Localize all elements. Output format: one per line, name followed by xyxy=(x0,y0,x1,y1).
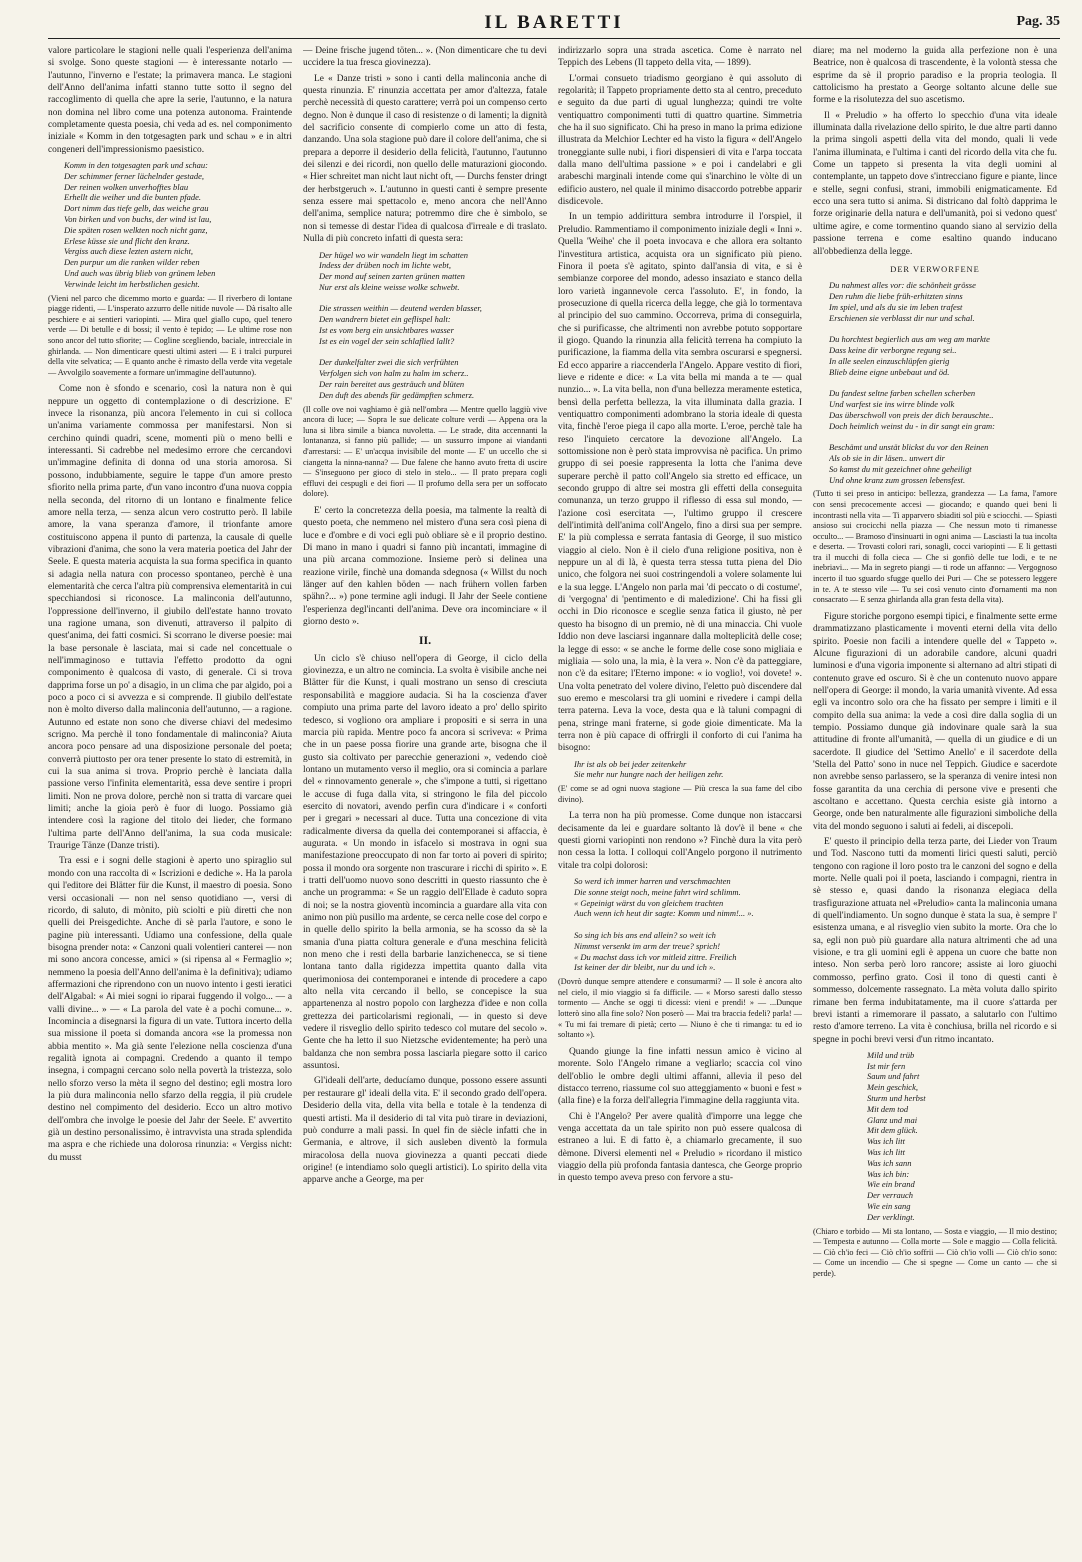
poem-line: Der schimmer ferner lächelnder gestade, xyxy=(64,170,204,181)
newspaper-title: IL BARETTI xyxy=(484,12,624,33)
article-columns xyxy=(48,39,1060,1560)
poem-line: Verwinde leicht im herbstlichen gesicht. xyxy=(64,278,200,289)
poem-line: So sing ich bis ans end allein? so weit ich xyxy=(574,930,716,941)
paragraph: diare; ma nel moderno la guida alla perfezione non è una Beatrice, non è qualcosa di trascendente, è la volontà stessa che esprime da sè il proprio paradiso e la propria teologia. Il cattolicismo ha prestato a George soltanto alcune delle sue forme e la risolutezza del suo ascetismo. xyxy=(813,46,1057,106)
poem-line: Den ruhm die liebe früh-erhitzten sinns xyxy=(829,290,963,301)
poem-line: Glanz und mai xyxy=(867,1114,918,1125)
poem-title: DER VERWORFENE xyxy=(890,264,980,274)
poem-line xyxy=(829,431,1057,442)
poem-line xyxy=(319,347,547,358)
poem-line: Der verklingt. xyxy=(867,1211,915,1222)
poem-line: Ist keiner der dir bleibt, nur du und ich ». xyxy=(574,962,716,973)
column-3 xyxy=(558,45,802,1560)
poem-line: Du nahmest alles vor: die schönheit grösse xyxy=(829,280,976,291)
poem-line: Erhellt die weiher und die bunten pfade. xyxy=(64,192,202,203)
poem-line: Und auch was übrig blieb von grünem leben xyxy=(64,268,216,279)
poem-line: Wie ein brand xyxy=(867,1179,915,1190)
poem-line: Den duft des abends für gedämpften schmerz. xyxy=(319,389,475,400)
poem-line: Sie mehr nur hungre nach der heiligen zehr. xyxy=(574,769,724,780)
column-1 xyxy=(48,45,292,1560)
paragraph: Chi è l'Angelo? Per avere qualità d'imporre una legge che venga accettata da un tale spirito non può essere qualcosa di estraneo a lui. E di fatto è, a chiamarlo grecamente, il suo dèmone. Diversi elementi nel « Preludio » ricordano il mistico viaggio della più profonda fantasia dantesca, che George proprio in questo tempo aveva preso con fervore a stu- xyxy=(558,1111,802,1184)
masthead xyxy=(48,8,1060,39)
poem-translation: (Tutto ti sei preso in anticipo: bellezza, grandezza — La fama, l'amore con sensi precocemente accesi — giocando; e quando quei beni li incontrasti nella vita — Ti apparvero sbiaditi sol più e sciocchi. — Spiasti ansioso sui crocicchi nella piazza — Che nessun moto ti rimanesse occulto... — Bramoso d'insinuarti in ogni anima — Lasciasti la tua incolta e deserta. — Trovasti colori rari, sonagli, cocci variopinti — E li gettasti tra il mucchi di folla cieca — Che si gonfiò delle tue lodi, e te ne inebriavi... — Ma in segreto piangi — ti rode un affanno: — Vergognoso incerto il tuo sguardo sfugge quello dei Puri — Che se potessero leggere in te. A te stesso vile — Tu sei così venuto cinto d'ornamenti ma non consacrato — E senza ghirlanda alla gran festa della vita). xyxy=(813,489,1057,605)
poem-line: Der dunkelfalter zwei die sich verfrühten xyxy=(319,357,459,368)
poem-line: Der rain bereitet aus gesträuch und blüten xyxy=(319,379,465,390)
poem-line: Mit dem tod xyxy=(867,1103,909,1114)
poem-line: Und ohne kranz zum grossen lebensfest. xyxy=(829,474,966,485)
poem-line: Ist es ein vogel der sein schlaflied lallt? xyxy=(319,335,455,346)
poem-line: Den purpur um die ranken wilder reben xyxy=(64,257,200,268)
paragraph: indirizzarlo sopra una strada ascetica. Come è narrato nel Teppich des Lebens (Il tappeto della vita, — 1899). xyxy=(558,46,802,69)
poem-translation: (Vieni nel parco che dicemmo morto e guarda: — Il riverbero di lontane piagge ridenti, — L'insperato azzurro delle nitide nuvole — Dà risalto alle peschiere e ai sentieri variopinti. — Mira quel giallo cupo, quel tenero verde — Di betulle e di bossi; il vento è tepido; — Le ultime rose non sono ancor del tutto sfiorite; — Cogline scegliendo, baciale, intrecciale in ghirlanda. — Non dimenticare questi ultimi asteri — E i tralci purpurei della vite selvatica; — E quanto anche è rimasto della verde vita vegetale — Avvolgilo soavemente a formare un'immagine dell'autunno). xyxy=(48,293,292,377)
poem-der-huegel xyxy=(319,250,547,401)
poem-line: Der mond auf seinen zarten grünen matten xyxy=(319,271,465,282)
poem-line: Was ich litt xyxy=(867,1147,905,1158)
poem-line: Komm in den totgesagten park und schau: xyxy=(64,160,209,171)
poem-harren xyxy=(574,876,802,973)
poem-line: Was ich bin: xyxy=(867,1168,910,1179)
paragraph: L'ormai consueto triadismo georgiano è qui assoluto di regolarità; il Tappeto propriamente detto sta al centro, preceduto e seguito da due parti di ugual lunghezza; quindi tre volte ventiquattro componimenti tutti di quattro quartine. Simmetria che ha il suo significato. Chi ha preso in mano la prima edizione illustrata da Melchior Lechter ed ha visto la figura « dell'Angelo troneggiante sulle nubi, i fiori dispensieri di vita e l'arpa toccata dalla mano dell'ultima passione » e poi i candelabri e gli arabeschi marginali intende come qui s'inarchino le vòlte di un edificio austero, nel quale il minimo disaccordo potrebbe apparir disdicevole. xyxy=(558,73,802,208)
poem-line: « Gepeinigt wärst du von gleichem trachten xyxy=(574,897,724,908)
paragraph: Il « Preludio » ha offerto lo specchio d'una vita ideale illuminata dalla rivelazione dello spirito, le due altre parti danno la prima singoli aspetti della vita del mondo, quali li vede l'anima illuminata, e l'ultima i canti del ricordo della vita che fu. Come un tappeto si presenta la vita degli uomini al contemplante, un tappeto dove s'intrecciano figure e piante, lince e stelle, segni confusi, strani, immobili enigmaticamente. Ed ecco una sera tutto si anima. Si districano dal foltò dapprima le forze originarie della natura e dell'umanità, poi si vedono quest' ultime agire, e come tormentino quando siano al servizio della passione terrena e come esaltino quando inducano all'obbedienza della legge. xyxy=(813,110,1057,257)
poem-line: So werd ich immer harren und verschmachten xyxy=(574,876,731,887)
paragraph: Gl'ideali dell'arte, deducíamo dunque, possono essere assunti per restaurare gl' ideali della vita. E' il secondo grado dell'opera. Desiderio della vita, della vita bella e totale è la tendenza di questi artisti. Ma il desiderio di tal vita può tirare in deviazioni, può condurre a mali passi. In quel fin de siècle infatti che in Germania, e altrove, il sich ausleben diventò la formula miracolosa della nuova giovinezza a quanti peccati diede origine! (e intendiamo solo quegli artistici). Lo spirito della vita apparve anche a George, ma per xyxy=(303,1076,547,1186)
poem-line: Du horchtest begierlich aus am weg am markte xyxy=(829,334,990,345)
paragraph: La terra non ha più promesse. Come dunque non istaccarsi decisamente da lei e guardare soltanto là dov'è il bene « che questi giorni variopinti non rendono »? Finchè dura la vita però non cessa la lotta. I colloqui coll'Angelo porgono il nutrimento vitale tra colpi dolorosi: xyxy=(558,811,802,871)
poem-translation: (Dovrò dunque sempre attendere e consumarmi? — Il sole è ancora alto nel cielo, il mio viaggio si fa difficile. — « Morso saresti dallo stesso tormento — Anche se oggi ti dicessi: vieni e prendi! » — ...Dunque lotterò sino alla fine solo? Non poserò — Mai tra braccia fedeli? parla! — « Tu mi fai tremare di pietà; certo — Niuno è che ti rimanga: tu ed io soltanto »). xyxy=(558,977,802,1040)
poem-line: Saum und fahrt xyxy=(867,1071,920,1082)
poem-komm-in-den-park xyxy=(64,160,292,290)
paragraph: Quando giunge la fine infatti nessun amico è vicino al morente. Solo l'Angelo rimane a vegliarlo; scaccia col vino dell'oblio le ombre degli ultimi affanni, allevia il peso del distacco terreno, riassume col suo atteggiamento « buoni e fest » (alla fine) e la forza dell'allegria l'immagine della raggiunta vita. xyxy=(558,1046,802,1107)
poem-line: Der reinen wolken unverhofftes blau xyxy=(64,181,189,192)
poem-line xyxy=(829,323,1057,334)
poem-line: Indess der drüben noch im lichte webt, xyxy=(319,260,451,271)
column-2 xyxy=(303,45,547,1560)
poem-line: Was ich litt xyxy=(867,1136,905,1147)
section-heading: II. xyxy=(418,633,432,648)
poem-line: Du fandest seltne farben schellen scherben xyxy=(829,388,976,399)
paragraph: — Deine frische jugend töten... ». (Non dimenticare che tu devi uccidere la tua fresca giovinezza). xyxy=(303,46,547,69)
poem-line: Ist mir fern xyxy=(867,1060,906,1071)
paragraph: E' certo la concretezza della poesia, ma talmente la realtà di questo poeta, che nemmeno nel mistero d'una sera così piena di luce e d'ombre e di voci egli può obliare sè e il proprio destino. Di mano in mano i quadri si fanno più incantati, immagine di una più arcana commozione. Insieme però si delinea una reazione virile, finchè una domanda sdegnosa (« Willst du noch länger auf den kahlen böden — nach frühern vollen farben spähn?... ») pone termine agli indugi. Il Jahr der Seele contiene l'esperienza degl'incanti dell'anima. Deve ora incominciare « il giorno desto ». xyxy=(303,506,547,628)
column-4 xyxy=(813,45,1057,1560)
paragraph: Le « Danze tristi » sono i canti della malinconia anche di questa rinunzia. E' rinunzia accettata per amor d'altezza, fatale perchè necessità di questo carattere; verrà poi un compenso certo degno. Non è dunque il caso di resistenze o di lamenti; la dignità del sacrificio consente di compierlo come un atto di festa, danzando. Una sola stagione può dare il colore dell'anima, che si prepara a deporre il desiderio della felicità, l'autunno, l'autunno dei silenzi e dei ricordi, non quello delle maturazioni giocondo. « Hier schreitet man nicht laut nicht oft, — Durchs fenster dringt der herbstgeruch ». L'autunno in questi canti è sempre presente senza essere mai spettacolo e, meno ancora che nell'Anno dell'anima, semplice natura; potremmo dire che è simbolo, se non si temesse di destar l'idea di qualcosa d'irreale e di traslato. Nulla di più concreto infatti di questa sera: xyxy=(303,73,547,245)
poem-line: Und warfest sie ins wirre blinde volk xyxy=(829,398,955,409)
poem-translation: (Chiaro e torbido — Mi sta lontano, — Sosta e viaggio, — Il mio destino; — Tempesta e autunno — Colla morte — Sole e maggio — Colla felicità. — Ciò ch'io feci — Ciò ch'io soffrii — Ciò ch'io volli — Ciò ch'io sono: — Come un incendio — Che si spegne — Come un canto — che si perde). xyxy=(813,1226,1057,1279)
poem-line: Erschienen sie verblasst dir nur und schal. xyxy=(829,312,975,323)
poem-line: « Du machst dass ich vor mitleid zittre. Freilich xyxy=(574,951,737,962)
poem-line: Was ich sann xyxy=(867,1157,912,1168)
poem-line: Wie ein sang xyxy=(867,1201,911,1212)
poem-line: Im spiel, und als du sie im leben trafest xyxy=(829,301,963,312)
poem-line: Als ob sie in dir läsen.. unwert dir xyxy=(829,452,945,463)
paragraph: In un tempio addirittura sembra introdurre il l'orspiel, il Preludio. Rammentiamo il componimento iniziale degli « Inni ». Quella 'Weihe' che il poeta invocava e che allora era soltanto l'investitura artistica, acquista ora un significato più pieno. Finora il poeta s'è agitato, spinto dall'ansia di vita, e si è sembianze corporee del mondo, adesso insaziato e stanco della loro varietà ingannevole cerca l'assoluto. E', in fondo, la prosecuzione di quella ricerca della legge, che già lo tormentava al principio del suo cammino. Occorreva, prima di conseguirla, che si purificasse, che altrimenti non avrebbe potuto sopportare il giogo. Quando la rinunzia alla felicità terrena ha compiuto la purificazione, la fiamma della vita sembra oscurarsi e spegnersi. Ed ecco apparire a riaccenderla l'Angelo. Appare vestito di fiori, lieve e ridente e dice: « La vita bella mi manda a te — qual nunzio... ». La vita bella, non d'una bellezza meramente estetica, bensì della perfetta bellezza, la vita illuminata dalla grazia. I ventiquattro componimenti adombrano la storia ideale di questa vita, finchè l'eroe piega il capo alla morte. L'eroe, perchè tale ha reso l'inquieto cercatore la devozione all'Angelo. La sottomissione non è però stata improvvisa nè pacifica. Un primo gruppo di sei poesie rappresenta la lotta che l'anima deve superare perchè il patto coll'Angelo sia stretto ed efficace, un secondo gruppo di altre sei mostra gli effetti della conseguita comunanza, un terzo gruppo il riflesso di essa sul mondo, — l'azione così esercitata —, l'ultimo gruppo il crescere dell'intimità dell'anima coll'Angelo, fino a dirsi sua per sempre. E' la più complessa e serrata fantasia di George, il suo mistico viaggio al cielo. Non è il cielo d'una religione positiva, non è neppure un al di là, è questa terra stessa tutta piena del Dio unico, che folgora nei suoi costringendoli a volere solamente lui e la sua legge. L'Angelo non parla mai 'di peccato o di costume', di 'vergogna' di 'pentimento e di maledizione'. Chi ha fissi gli occhi in Dio riconosce e sceglie senza fatica il giusto, nè per questo ha bisogno di un premio, nè di una minaccia. Chi vuole Iddio non deve lasciarsi ingannare dalla molteplicità delle cose; la legge di esso: « se anche le forme delle cose sono migliaia e migliaia — solo una, la mia, è la vera ». Non c'è da patteggiare, non c'è da esitare; l'Eterno impone: « io voglio!, voi dovete! ». Una volta penetrato del volere divino, l'eletto può discendere dal suo eremo e mescolarsi tra gli uomini e rivedere i campi della terra paterna. Leva la voce, desta qua e là taluni compagni di pena, stringe mani fraterne, si gode gioie dimenticate. Ma la terra non è più capace di offrirgli il conforto di cui l'anima ha bisogno: xyxy=(558,212,802,754)
poem-der-verworfene xyxy=(829,280,1057,485)
poem-line xyxy=(319,293,547,304)
paragraph: valore particolare le stagioni nelle quali l'esperienza dell'anima si svolge. Sono queste stagioni — è interessante notarlo — l'autunno, l'inverno e l'estate; la primavera manca. Le stagioni dell'Anno dell'anima infatti stanno tutte sotto il segno del raccoglimento di quella che apre la serie, l'autunno, e la natura non domina nel libro come una potenza autonoma. Fraintende completamente questa poesia, chi veda ad es. nel componimento iniziale « Komm in den totgesagten park und schau » e in altri congeneri dell'impressionismo paesistico. xyxy=(48,46,292,155)
poem-line: Das überschwoll von preis der dich berauschte.. xyxy=(829,409,994,420)
poem-line: Doch heimlich weinst du - in dir sangt ein gram: xyxy=(829,420,995,431)
poem-line: Dort nimm das tiefe gelb, das weiche grau xyxy=(64,203,209,214)
poem-line: Vergiss auch diese lezten astern nicht, xyxy=(64,246,194,257)
poem-line: Verfolgen sich von halm zu halm im scherz.. xyxy=(319,368,469,379)
poem-line: Auch wenn ich heut dir sagte: Komm und nimm!... ». xyxy=(574,908,754,919)
poem-line: Beschämt und unstät blickst du vor den Reinen xyxy=(829,442,989,453)
poem-line: Die sonne steigt noch, meine fahrt wird schlimm. xyxy=(574,886,741,897)
paragraph: E' questo il principio della terza parte, dei Lieder von Traum und Tod. Nascono tutti da momenti lirici questi saluti, perciò tengono con ragione il loro posto tra le canzoni del sogno e della morte. Nelle quali poi il poeta, lasciando i compagni, rientra in sè stesso e, quasi dando la risonanza elegiaca della trasfigurazione attuata nel «Preludio» canta la malinconia umana di quell'indiamento. Un sogno dunque è stata la sua, è sempre l' esistenza umana, e al risveglio vien subito la morte. Ora che lo sa, egli non può più guardare alla natura altrimenti che ad una visione, e tra gli uomini egli è appena un cuore che batte non inteso. Non serba però loro rancore; assiste ai loro giuochi commosso, perfino grato. Così il tono di questi canti è sommesso, dolcemente rassegnato. La mèta voluta dallo spirito rimane ben ferma indubitatamente, ma il cuore s'attarda per brevi istanti a rimemorare il passato, a salutarlo con l'ultimo resto d'amore terreno. La vita è conchiusa, brilla nel ricordo e si spegne in pochi brevi versi d'un ritmo incantato. xyxy=(813,837,1057,1045)
poem-translation: (E' come se ad ogni nuova stagione — Più cresca la sua fame del cibo divino). xyxy=(558,784,802,804)
poem-line: In alle seelen einzuschlüpfen gierig xyxy=(829,355,950,366)
poem-line: Mit dem glück. xyxy=(867,1125,918,1136)
poem-line: Mein geschick, xyxy=(867,1082,918,1093)
poem-line: Nur erst als kleine weisse wolke schwebt. xyxy=(319,281,460,292)
poem-line: Ihr ist als ob bei jeder zeitenkehr xyxy=(574,758,687,769)
poem-line: Die späten rosen welkten noch nicht ganz, xyxy=(64,224,208,235)
poem-line: Nimmst versenkt im arm der treue? sprich! xyxy=(574,940,721,951)
poem-line: Mild und trüb xyxy=(867,1049,915,1060)
poem-line: Der verrauch xyxy=(867,1190,914,1201)
poem-line: Dass keine dir verborgne regung sei.. xyxy=(829,344,957,355)
poem-line xyxy=(829,377,1057,388)
poem-line: Erlese küsse sie und flicht den kranz. xyxy=(64,235,190,246)
poem-translation: (Il colle ove noi vaghiamo è già nell'ombra — Mentre quello laggiù vive ancora di luce; — Sopra le sue delicate colture verdi — Appena ora la luna si libra simile a bianca nuvoletta. — Le strade, dita accennanti la lontananza, si fanno più pallide; — un sussurro impone ai viandanti d'arrestarsi: — E' un'acqua invisibile del monte — E' un uccello che si ciangetta la ninna-nanna? — Due falene che hanno avuto fretta di uscire — S'inseguono per gioco di stelo in stelo... — Il prato prepara cogli effluvi dei cespugli e dei fiori — Il profumo della sera per un soffocato dolore). xyxy=(303,404,547,499)
poem-line: Von birken und von buchs, der wind ist lau, xyxy=(64,214,212,225)
poem-mild-und-trueb xyxy=(867,1050,1057,1223)
poem-line: Sturm und herbst xyxy=(867,1093,926,1104)
poem-line: Den wandrern bietet ein geflispel halt: xyxy=(319,314,451,325)
poem-line: So kamst du mit gezeichnet ohne geheiligt xyxy=(829,463,972,474)
paragraph: Un ciclo s'è chiuso nell'opera di George, il ciclo della giovinezza, e un altro ne comincia. La svolta è visibile anche nei Blätter für die Kunst, i quali mostrano un senso di cresciuta responsabilità e maggiore audacia. Si ha la coscienza d'aver compiuto una prima parte del lavoro ideato a pro' dello spirito tedesco, si vogliono ora ampliare i propositi e si serra in una marcia più rapida. Mentre poco fa ancora si scriveva: « Prima che in un paese possa fiorire una grande arte, bisogna che il gusto sia coltivato per parecchie generazioni », vedendo cioè lontano un mutamento verso il meglio, ora si comincia a parlare del « rinnovamento generale », che s'impone a tutti, si rigettano le accuse di fuga dalla vita, si stringono le fila del piccolo esercito di novatori, avendo perfin cura d'indicare i « conforti per i gregari » necessari al duce. Tutta una concezione di vita radicalmente diversa da quella dei contemporanei si affaccia, è augurata. « Un mondo in isfacelo si mostrava in ogni sua manifestazione preoccupato di non far torto ai poveri di spirito; possa il mondo ora sorgente non trascurare i ricchi di spirito ». E i tratti dell'uomo nuovo sono descritti in questo riassunto che è anche un programma: « Se un raggio dell'Ellade è caduto sopra di noi; se la nostra gioventù incomincia a guardare alla vita con animo non più pusillo ma ardente, se cerca nelle cose del corpo e in quelle dello spirito la bella armonia, se ha scosso da sè la smania d'una piatta coltura generale e d'una meschina felicità non meno che i resti della barbarie lanzichenecca, se si tiene lontana tanto dalla rigidezza impettita quanto dalla vita querimoniosa dei contemporanei e intende di procedere a capo alto nella vita cercando il bello, se concepisce la sua appartenenza al nostro popolo con larghezza d'idee e non colla grettezza dei particolarismi regionali, — in questo si deve vedere il risveglio dello spirito tedesco col mutare del secolo ». Gente che ha letto il suo Nietzsche evidentemente; ha però una baldanza che non sembra possa lasciarla piegare sotto il carico assuntosi. xyxy=(303,653,547,1072)
poem-line: Ist es vom berg ein unsichtbares wasser xyxy=(319,325,454,336)
poem-line: Der hügel wo wir wandeln liegt im schatten xyxy=(319,249,468,260)
paragraph: Tra essi e i sogni delle stagioni è aperto uno spiraglio sul mondo con una raccolta di « Iscrizioni e dediche ». Ha la parola qui l'editore dei Blätter für die Kunst, il maestro di poesia. Sono versi occasionali — non nel senso quotidiano —, versi di ricordo, di saluto, di mònito, più sciolti e più diretti che non quelli dei Preisgedichte. Anche di sè parla l'autore, e sono le pagine più interessanti. Udiamo una confessione, della quale bisogna prender nota: « Canzoni quali volentieri canterei — non mi sono ancora concesse, amici » (si ripensa al « Fermaglio »; nemmeno la poesia dell'Anno dell'anima è la definitiva); udiamo affermazioni che riprendono con un nuovo intento i gesti ieratici dell'Algabal: « Ai miei sogni io riparai fuggendo il volgo... — a valli divine... » — « La parola del vate è a pochi comune... ». Incomincia a disegnarsi la figura di un vate. Tuttora incerto della sua missione il poeta si domanda ancora «se la promessa non abbia mentito ». Ma già sente l'elezione nella coscienza d'una regalità ignota ai compagni. Credendo a quanto il tempo insegna, i compagni cercano solo nella povertà la tristezza, solo nello sforzo verso la mèta il segno del destino; egli mostra loro la più dura malinconia nello sfarzo della reggia, il più crudele destino nel compimento del desiderio. Ecco un altro motivo dell'ombra che involge le poesie del Jahr der Seele. E' avvertito già un destino personalissimo, è intravvista una strada splendida ma aspra e che richiede una dolorosa rinunzia: « Vergiss nicht: du musst xyxy=(48,856,292,1163)
paragraph: Figure storiche porgono esempi tipici, e finalmente sette erme drammatizzano plasticamente i moventi eterni della vita dello spirito. Poesie non facili a intendere quelle del « Tappeto ». Alcune figurazioni di un adorabile candore, alcuni quadri luminosi e d'una vigoria imponente si alternano ad altri stipati di contenuto grave ed oscuro. Si è che un contenuto nuovo appare nell'opera di George: il mondo, la varia umanità vivente. Ad essa egli va incontro solo ora che ha fissato per sempre i limiti e il compito della sua anima: la vede a così dire dalla soglia di un tempio. Possiamo dunque già indovinare quale sarà la sua attitudine di fronte all'umanità, — quella di un giudice e di un sacerdote. Il giudice del 'Settimo Anello' e il sacerdote della 'Stella del Patto' sono in nuce nel Teppich. Giudice e sacerdote non avrebbe senso parlassero, se la speranza di venire intesi non fosse garantita da una cerchia di persone vive e presenti che ascoltano e accettano. Questa cerchia esiste già intorno a George, onde ben naturalmente alle figurazioni simboliche della vita del mondo seguono i saluti ai fedeli, ai discepoli. xyxy=(813,611,1057,832)
page-number: Pag. 35 xyxy=(1016,14,1060,29)
poem-line: Blieb deine eigne unbebaut und öd. xyxy=(829,366,950,377)
poem-line xyxy=(574,919,802,930)
poem-zeitenkehr xyxy=(574,759,802,781)
poem-line: Die strassen weithin — deutend werden blasser, xyxy=(319,303,482,314)
paragraph: Come non è sfondo e scenario, così la natura non è qui neppure un oggetto di contemplazione o di descrizione. E' invece la risonanza, più ancora l'elemento in cui si colloca un'anima variamente commossa per manifestarsi. Non si cerchino quindi quadri, scene, momenti più o meno belli e interessanti. Si cadrebbe nel medesimo errore che cercandovi un'immagine definita di donna od una storia amorosa. Si possono, indubbiamente, seguire le tappe d'un amore presto sfiorito nella prima parte, d'un vano incontro d'una nuova coppia nella seconda, del ritorno di un lontano e finalmente felice amore nella terza, — senza alcun vero costrutto però. Il labile amore, la vana speranza d'amore, il trionfante amore costituiscono appena il punto di partenza, la causale di quelle vibrazioni d'anima, che sono la vera materia poetica del Jahr der Seele. E questa materia acquista la sua forma specifica in quanto si adagia nella natura con processo spontaneo, perchè è una elementarità che cerca l'altra più comprensiva elementarità in cui specchiandosi si riconosce. La malinconia dell'autunno, l'oppressione dell'inverno, il giubilo dell'estate hanno trovato una ragione umana, son divenuti, attraverso il palpito di quest'anima, dei fatti cosmici. Si scorrano le diverse poesie: mai la base personale è lasciata, mai si cade nel concettuale o nell'immaginoso e tuttavia l'effetto prodotto da ogni componimento è qualcosa di vasto, di generale. Ci si trova dapprima forse un po' a disagio, in un clima che par algido, poi a poco a poco ci si avvezza e si comprende. Il giubilo dell'estate non è molto diverso dalla malinconia dell'autunno, — a ragione. Autunno ed estate non sono che diverse chiavi del medesimo scrigno. Ma perchè il tono fondamentale di malinconia? Aiuta ancora poco pensare ad una disposizione personale del poeta; converrà piuttosto per ora tener presente lo stato di estremità, in cui la sua anima si trova. Proprio perchè è lanciata dalla passione verso l'infinita elementarità, essa deve sentire i propri limiti. Non ne prova dolore, perchè non si tratta di varcare quei limiti; anche la gioia però è fuor di luogo. Possiamo già intendere così la ragione del titolo dei lieder, che formano l'ultima parte dell'Anno dell'anima, la sua coda musicale: Traurige Tänze (Danze tristi). xyxy=(48,384,292,852)
